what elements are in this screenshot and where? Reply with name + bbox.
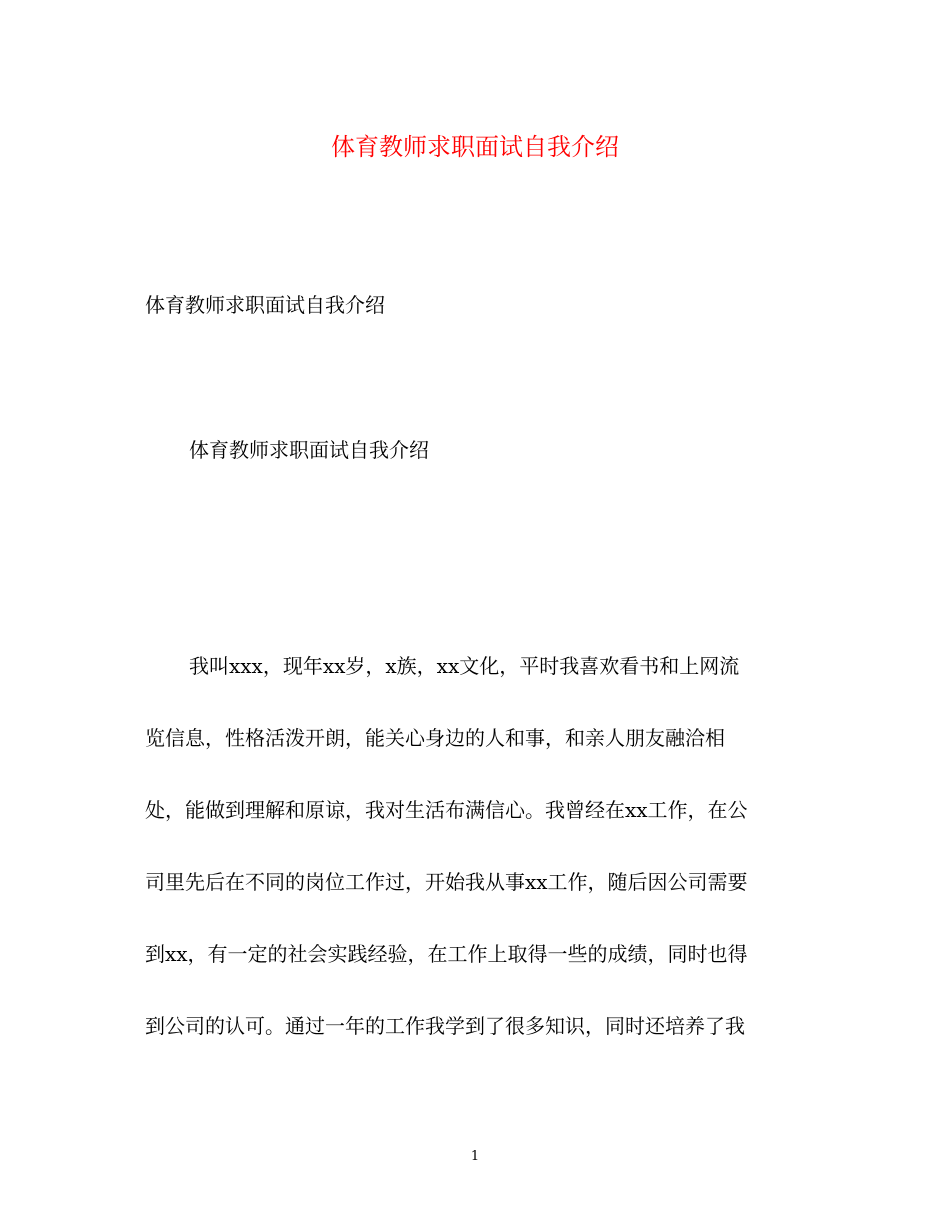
body-line-text: 处，能做到理解和原谅，我对生活布满信心。我曾经在xx工作，在公 [145,798,748,822]
body-line [145,723,810,795]
subsection-heading: 体育教师求职面试自我介绍 [189,438,429,462]
body-line [145,939,810,1011]
body-line-text: 司里先后在不同的岗位工作过，开始我从事xx工作，随后因公司需要 [145,870,748,894]
page-number: 1 [470,1149,480,1164]
body-line [145,651,810,723]
body-line [145,867,810,939]
body-line [145,795,810,867]
body-line-text: 到xx，有一定的社会实践经验，在工作上取得一些的成绩，同时也得 [145,942,748,966]
body-line-text: 览信息，性格活泼开朗，能关心身边的人和事，和亲人朋友融洽相 [145,726,725,750]
body-paragraph [145,651,810,1083]
body-line [145,1011,810,1083]
body-line-text: 我叫xxx，现年xx岁，x族，xx文化，平时我喜欢看书和上网流 [189,654,740,678]
body-line-text: 到公司的认可。通过一年的工作我学到了很多知识，同时还培养了我 [145,1014,745,1038]
document-title: 体育教师求职面试自我介绍 [331,133,619,161]
section-heading: 体育教师求职面试自我介绍 [145,293,385,317]
